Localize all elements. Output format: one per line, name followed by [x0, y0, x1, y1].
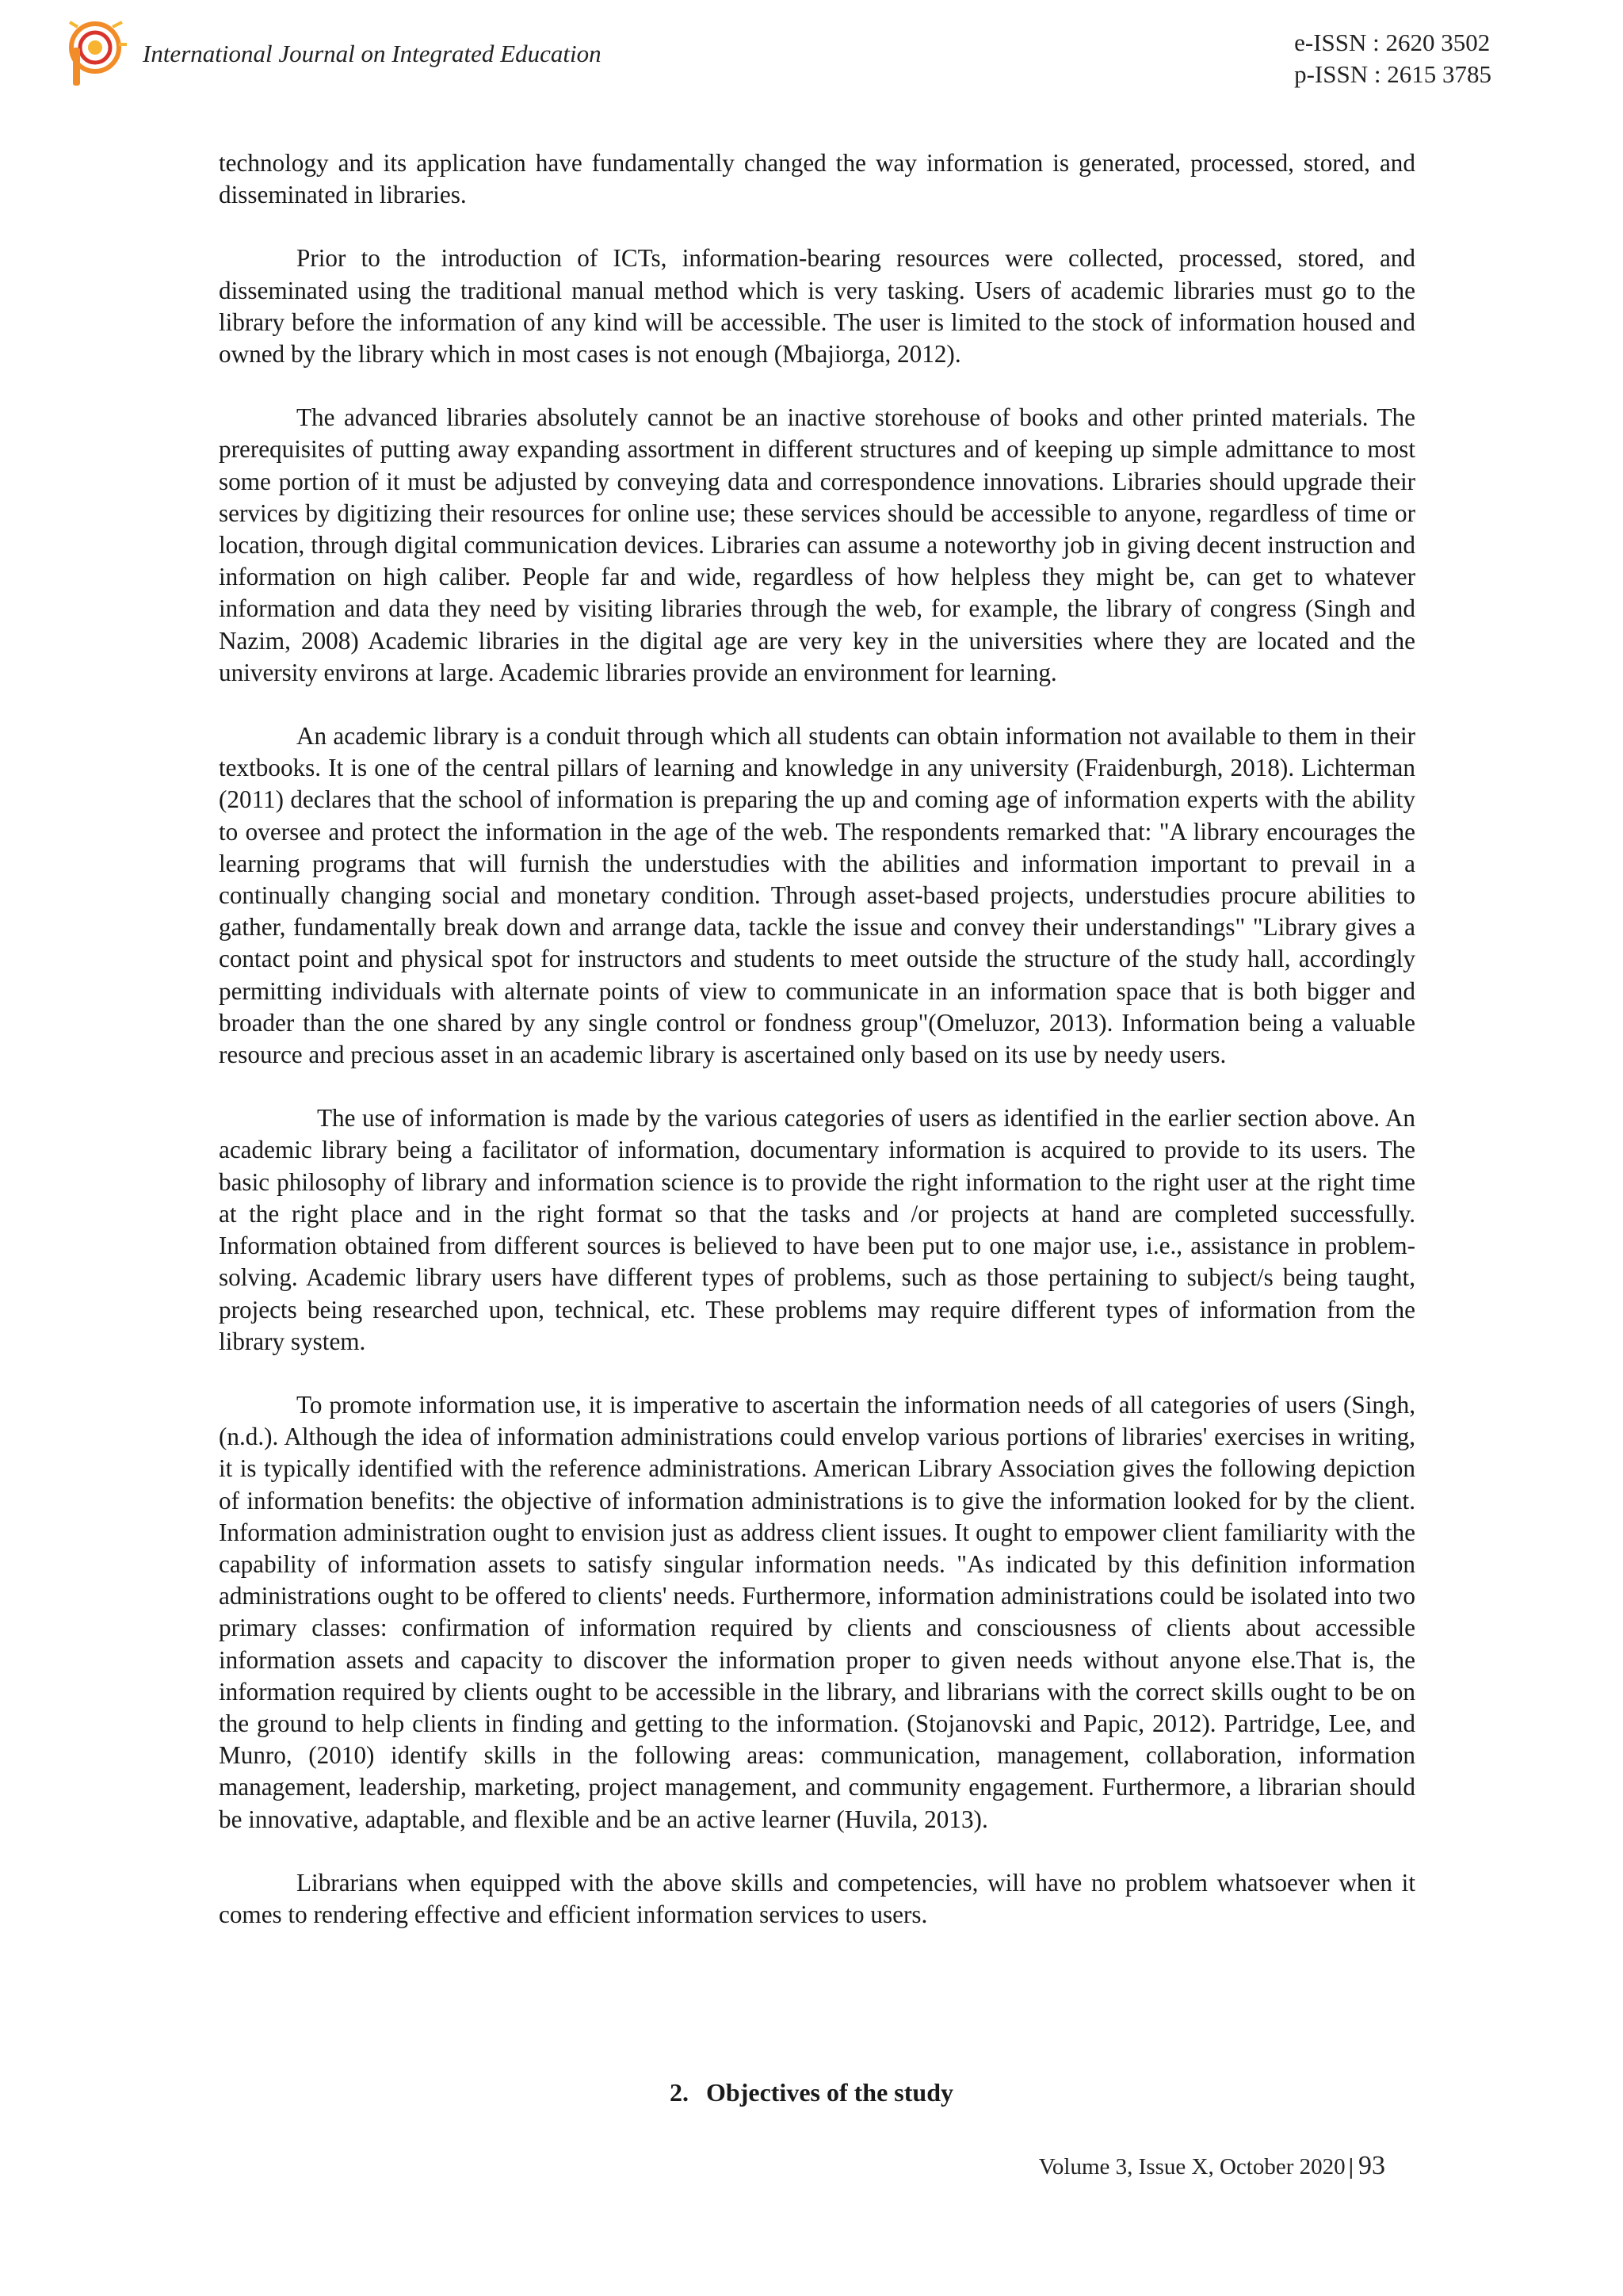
paragraph: Prior to the introduction of ICTs, information-bearing resources were collected, processed, stored, and disseminated using the traditional manual method which is very tasking. Users of academic libraries must go to the library before the information of any kind will be accessible. The user is limited to the stock of information housed and owned by the library which in most cases is not enough (Mbajiorga, 2012).	[219, 244, 1415, 369]
logo-stem	[73, 48, 80, 86]
paragraph: technology and its application have fundamentally changed the way information is generated, processed, stored, and disseminated in libraries.	[219, 149, 1415, 209]
page-number: 93	[1358, 2151, 1385, 2180]
pissn-text: p-ISSN : 2615 3785	[1294, 60, 1491, 88]
journal-title: International Journal on Integrated Education	[143, 40, 601, 67]
section-title: Objectives of the study	[706, 2078, 953, 2107]
paragraph: An academic library is a conduit through which all students can obtain information not available to them in their textbooks. It is one of the central pillars of learning and knowledge in any university (Fraidenburgh, 2018). Lichterman (2011) declares that the school of information is preparing the up and coming age of information experts with the ability to oversee and protect the information in the age of the web. The respondents remarked that: "A library encourages the learning programs that will furnish the understudies with the abilities and information important to prevail in a continually changing social and monetary condition. Through asset-based projects, understudies procure abilities to gather, fundamentally break down and arrange data, tackle the issue and convey their understandings" "Library gives a contact point and physical spot for instructors and students to meet outside the structure of the study hall, accordingly permitting individuals with alternate points of view to communicate in an information space that is both bigger and broader than the one shared by any single control or fondness group"(Omeluzor, 2013). Information being a valuable resource and precious asset in an academic library is ascertained only based on its use by needy users.	[219, 722, 1415, 1069]
section-heading	[0, 2078, 1623, 2107]
paragraph: The use of information is made by the various categories of users as identified in the earlier section above. An academic library being a facilitator of information, documentary information is acquired to provide to its users. The basic philosophy of library and information science is to provide the right information to the right user at the right time at the right place and in the right format so that the tasks and /or projects at hand are completed successfully. Information obtained from different sources is believed to have been put to one major use, i.e., assistance in problem-solving. Academic library users have different types of problems, such as those pertaining to subject/s being taught, projects being researched upon, technical, etc. These problems may require different types of information from the library system.	[219, 1104, 1415, 1355]
volume-info: Volume 3, Issue X, October 2020	[1038, 2154, 1346, 2179]
footer-separator: |	[1348, 2154, 1354, 2179]
logo-center	[88, 40, 102, 55]
section-number: 2.	[670, 2078, 689, 2107]
article-body	[219, 147, 1415, 1962]
paragraph: To promote information use, it is imperative to ascertain the information needs of all categories of users (Singh, (n.d.). Although the idea of information administrations could envelop various portions of libraries' exercises in writing, it is typically identified with the reference administrations. American Library Association gives the following depiction of information benefits: the objective of information administrations is to give the information looked for by the client. Information administration ought to envision just as address client issues. It ought to empower client familiarity with the capability of information assets to satisfy singular information needs. "As indicated by this definition information administrations ought to be offered to clients' needs. Furthermore, information administrations could be isolated into two primary classes: confirmation of information required by clients and consciousness of clients about accessible information assets and capacity to discover the information proper to given needs without anyone else.That is, the information required by clients ought to be accessible in the library, and librarians with the correct skills ought to be on the ground to help clients in finding and getting to the information. (Stojanovski and Papic, 2012). Partridge, Lee, and Munro, (2010) identify skills in the following areas: communication, management, collaboration, information management, leadership, marketing, project management, and community engagement. Furthermore, a librarian should be innovative, adaptable, and flexible and be an active learner (Huvila, 2013).	[219, 1390, 1415, 1833]
eissn-text: e-ISSN : 2620 3502	[1294, 29, 1491, 56]
paragraph: The advanced libraries absolutely cannot be an inactive storehouse of books and other printed materials. The prerequisites of putting away expanding assortment in different structures and of keeping up simple admittance to most some portion of it must be adjusted by conveying data and correspondence innovations. Libraries should upgrade their services by digitizing their resources for online use; these services should be accessible to anyone, regardless of time or location, through digital communication devices. Libraries can assume a noteworthy job in giving decent instruction and information on high caliber. People far and wide, regardless of how helpless they might be, can get to whatever information and data they need by visiting libraries through the web, for example, the library of congress (Singh and Nazim, 2008) Academic libraries in the digital age are very key in the universities where they are located and the university environs at large. Academic libraries provide an environment for learning.	[219, 403, 1415, 686]
paragraph: Librarians when equipped with the above skills and competencies, will have no problem whatsoever when it comes to rendering effective and efficient information services to users.	[219, 1868, 1415, 1928]
page-footer	[1039, 2151, 1385, 2181]
page-header	[63, 19, 1537, 98]
journal-logo-icon	[67, 21, 128, 89]
issn-block	[1294, 27, 1491, 90]
